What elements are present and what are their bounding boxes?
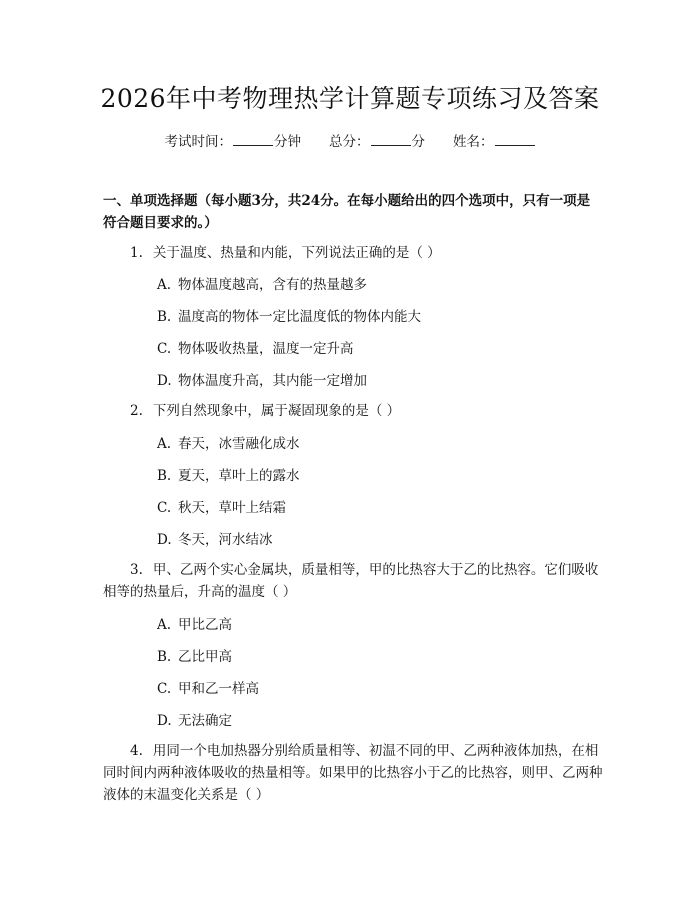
option-text: 物体温度升高，其内能一定增加 — [178, 373, 367, 389]
option-letter: B. — [157, 468, 172, 484]
question-text: 用同一个电加热器分别给质量相等、初温不同的甲、乙两种液体加热，在相同时间内两种液体吸收的热量相等。如果甲的比热容小于乙的比热容，则甲、乙两种液体的末温变化关系是（ ） — [103, 743, 603, 803]
section-heading: 一、单项选择题（每小题3分，共24分。在每小题给出的四个选项中，只有一项是符合题目要求的。） — [103, 193, 591, 231]
option-text: 物体温度越高，含有的热量越多 — [178, 277, 367, 293]
option-text: 夏天，草叶上的露水 — [178, 468, 300, 484]
time-unit: 分钟 — [274, 134, 301, 150]
option-letter: B. — [157, 649, 172, 665]
question-number: 1. — [130, 245, 143, 261]
option-2d — [157, 531, 273, 549]
option-text: 无法确定 — [178, 713, 232, 729]
option-2a — [157, 435, 300, 453]
option-text: 乙比甲高 — [178, 649, 232, 665]
option-2b — [157, 467, 300, 485]
option-3b — [157, 648, 232, 666]
name-label: 姓名： — [453, 134, 494, 150]
question-4 — [103, 740, 605, 806]
option-letter: C. — [157, 500, 172, 516]
option-1c — [157, 340, 354, 358]
question-3 — [103, 559, 605, 603]
option-text: 秋天，草叶上结霜 — [178, 500, 286, 516]
name-blank — [495, 133, 535, 146]
option-2c — [157, 499, 286, 517]
option-text: 温度高的物体一定比温度低的物体内能大 — [178, 309, 421, 325]
option-letter: C. — [157, 681, 172, 697]
time-label: 考试时间： — [164, 134, 232, 150]
score-label: 总分： — [329, 134, 370, 150]
question-1 — [103, 242, 605, 264]
option-text: 冬天，河水结冰 — [178, 532, 273, 548]
question-number: 2. — [130, 403, 143, 419]
option-1d — [157, 372, 367, 390]
option-letter: B. — [157, 309, 172, 325]
option-text: 甲和乙一样高 — [178, 681, 259, 697]
option-letter: D. — [157, 373, 172, 389]
question-text: 甲、乙两个实心金属块，质量相等，甲的比热容大于乙的比热容。它们吸收相等的热量后，升高的温度（ ） — [103, 562, 599, 600]
score-unit: 分 — [411, 134, 425, 150]
option-letter: A. — [157, 436, 172, 452]
page-title: 2026年中考物理热学计算题专项练习及答案 — [100, 84, 600, 113]
question-text: 关于温度、热量和内能，下列说法正确的是（ ） — [152, 245, 441, 261]
option-letter: C. — [157, 341, 172, 357]
score-blank — [371, 133, 411, 146]
option-letter: D. — [157, 532, 172, 548]
time-blank — [233, 133, 273, 146]
option-letter: D. — [157, 713, 172, 729]
option-1b — [157, 308, 421, 326]
exam-info-line — [0, 133, 700, 151]
question-number: 4. — [130, 743, 143, 759]
option-letter: A. — [157, 277, 172, 293]
question-2 — [103, 400, 605, 422]
option-3a — [157, 616, 232, 634]
option-text: 甲比乙高 — [178, 617, 232, 633]
option-text: 春天，冰雪融化成水 — [178, 436, 300, 452]
option-3d — [157, 712, 232, 730]
option-letter: A. — [157, 617, 172, 633]
option-text: 物体吸收热量，温度一定升高 — [178, 341, 354, 357]
question-number: 3. — [130, 562, 143, 578]
option-3c — [157, 680, 259, 698]
question-text: 下列自然现象中，属于凝固现象的是（ ） — [152, 403, 401, 419]
option-1a — [157, 276, 367, 294]
